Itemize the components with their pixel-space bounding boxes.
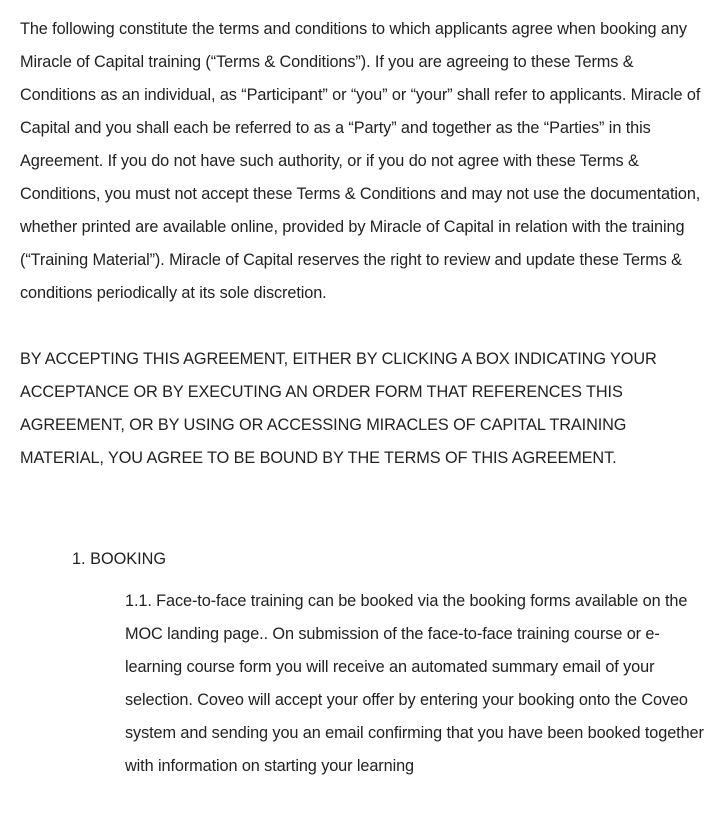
intro-paragraph: The following constitute the terms and conditions to which applicants agree when booking any Miracle of Capital training (“Terms & Conditions”). If you are agreeing to these Terms & Conditions as an individual, as “Participant” or “you” or “your” shall refer to applicants. Miracle of Capital and you shall each be referred to as a “Party” and together as the “Parties” in this Agreement. If you do not have such authority, or if you do not agree with these Terms & Conditions, you must not accept these Terms & Conditions and may not use the documentation, whether printed are available online, provided by Miracle of Capital in relation with the training (“Training Material”). Miracle of Capital reserves the right to review and update these Terms & conditions periodically at its sole discretion. xyxy=(20,20,701,302)
acceptance-paragraph: BY ACCEPTING THIS AGREEMENT, EITHER BY CLICKING A BOX INDICATING YOUR ACCEPTANCE OR BY EXECUTING AN ORDER FORM THAT REFERENCES THIS AGREEMENT, OR BY USING OR ACCESSING MIRACLES OF CAPITAL TRAINING MATERIAL, YOU AGREE TO BE BOUND BY THE TERMS OF THIS AGREEMENT. xyxy=(20,350,657,467)
section-heading-booking: 1. BOOKING xyxy=(72,550,167,568)
clause-1-1: 1.1. Face-to-face training can be booked via the booking forms available on the MOC landing page.. On submission of the face-to-face training course or e-learning course form you will receive an automated summary email of your selection. Coveo will accept your offer by entering your booking onto the Coveo system and sending you an email confirming that you have been booked together with information on starting your learning xyxy=(125,592,704,775)
